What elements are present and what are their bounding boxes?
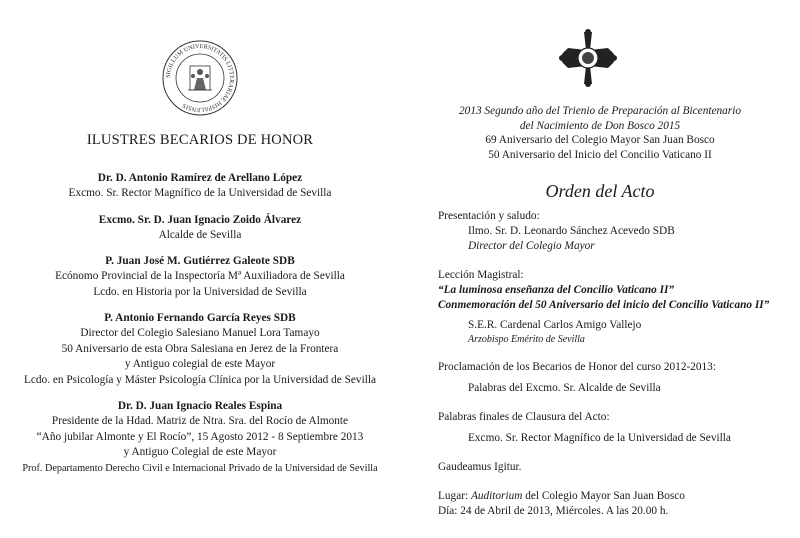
becario-name: Dr. D. Antonio Ramírez de Arellano López [97, 172, 303, 184]
section-leccion [438, 268, 788, 346]
lugar-place: Auditorium [470, 490, 523, 502]
becario-detail: y Antiguo colegial de este Mayor [124, 358, 276, 370]
header-line: 69 Aniversario del Colegio Mayor San Juan Bosco [485, 134, 715, 146]
section-clausura [438, 410, 788, 446]
section-proclamacion [438, 360, 788, 396]
becario-1 [0, 170, 400, 202]
header-line: del Nacimiento de Don Bosco 2015 [519, 119, 681, 132]
section-title: Proclamación de los Becarios de Honor del curso 2012-2013: [438, 361, 716, 373]
event-header [400, 104, 800, 162]
dia-line: Día: 24 de Abril de 2013, Miércoles. A las 20.00 h. [438, 505, 669, 517]
becario-detail: y Antiguo Colegial de este Mayor [123, 446, 277, 458]
becario-name: Excmo. Sr. D. Juan Ignacio Zoido Álvarez [98, 213, 302, 226]
lugar-line [438, 489, 788, 504]
becario-detail: Excmo. Sr. Rector Magnífico de la Universidad de Sevilla [68, 187, 332, 199]
speaker-role: Director del Colegio Mayor [468, 240, 595, 252]
becario-name: P. Juan José M. Gutiérrez Galeote SDB [105, 255, 295, 267]
becario-detail: Lcdo. en Psicología y Máster Psicología Clínica por la Universidad de Sevilla [23, 373, 376, 386]
section-detail: Palabras del Excmo. Sr. Alcalde de Sevilla [468, 382, 661, 394]
section-title: Lección Magistral: [438, 269, 524, 281]
becario-name: Dr. D. Juan Ignacio Reales Espina [117, 400, 283, 412]
becario-detail: Lcdo. en Historia por la Universidad de Sevilla [93, 285, 307, 298]
becario-detail: Presidente de la Hdad. Matriz de Ntra. Sra. del Rocío de Almonte [51, 415, 349, 427]
seal-text: SIGILLUM UNIVERSITATIS LITTERARIAE HISPALENSIS [164, 42, 236, 114]
section-lugar [438, 489, 788, 519]
lecture-subtitle: Conmemoración del 50 Aniversario del inicio del Concilio Vaticano II” [438, 298, 770, 311]
header-line: 2013 Segundo año del Trienio de Preparación al Bicentenario [459, 105, 741, 117]
lugar-rest: del Colegio Mayor San Juan Bosco [522, 490, 685, 502]
cross-emblem-icon [558, 28, 618, 88]
becarios-list [0, 170, 400, 486]
header-line: 50 Aniversario del Inicio del Concilio Vaticano II [488, 148, 712, 161]
speaker-role: Arzobispo Emérito de Sevilla [468, 334, 585, 345]
becarios-title: ILUSTRES BECARIOS DE HONOR [86, 132, 314, 148]
lugar-label: Lugar: [438, 490, 471, 502]
programa [438, 209, 788, 527]
becario-detail: Ecónomo Provincial de la Inspectoría Mª Auxiliadora de Sevilla [55, 270, 345, 282]
section-title: Presentación y saludo: [438, 210, 540, 222]
becario-detail: “Año jubilar Almonte y El Rocío”, 15 Agosto 2012 - 8 Septiembre 2013 [36, 430, 364, 443]
becario-detail: Director del Colegio Salesiano Manuel Lora Tamayo [80, 327, 320, 339]
becario-5 [0, 398, 400, 476]
becario-3 [0, 253, 400, 300]
section-detail: Excmo. Sr. Rector Magnífico de la Universidad de Sevilla [468, 432, 731, 444]
speaker-name: Ilmo. Sr. D. Leonardo Sánchez Acevedo SDB [468, 225, 675, 237]
orden-title: Orden del Acto [545, 181, 655, 201]
svg-text:SIGILLUM UNIVERSITATIS LITTERA [165, 43, 235, 113]
lecture-title: “La luminosa enseñanza del Concilio Vaticano II” [438, 284, 675, 296]
becario-detail: Prof. Departamento Derecho Civil e Internacional Privado de la Universidad de Sevilla [22, 462, 378, 474]
becario-4 [0, 310, 400, 388]
section-gaudeamus [438, 460, 788, 475]
becario-2 [0, 212, 400, 244]
speaker-name: S.E.R. Cardenal Carlos Amigo Vallejo [468, 319, 642, 331]
section-title: Palabras finales de Clausura del Acto: [438, 411, 610, 423]
gaudeamus-text: Gaudeamus Igitur. [438, 461, 522, 473]
university-seal-icon [162, 40, 238, 116]
right-page [400, 0, 800, 538]
section-presentacion [438, 209, 788, 254]
becario-name: P. Antonio Fernando García Reyes SDB [104, 312, 296, 324]
becario-detail: Alcalde de Sevilla [158, 228, 242, 241]
becario-detail: 50 Aniversario de esta Obra Salesiana en Jerez de la Frontera [61, 342, 339, 355]
